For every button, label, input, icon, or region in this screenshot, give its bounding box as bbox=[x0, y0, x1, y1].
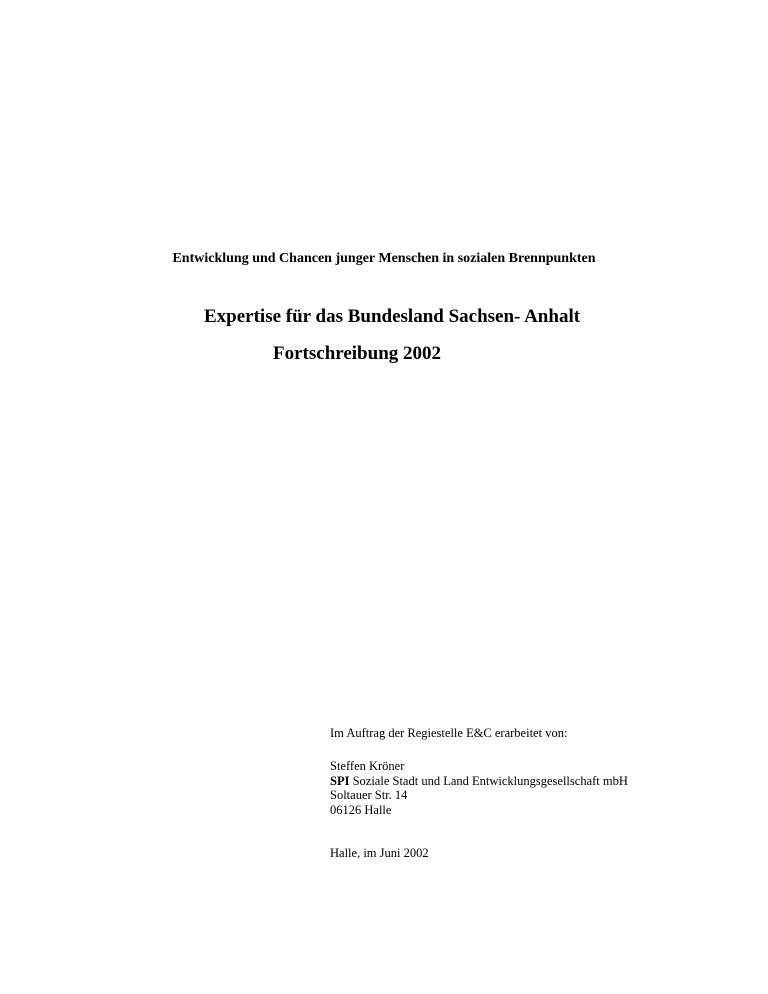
organization-abbreviation: SPI bbox=[330, 773, 350, 788]
author-name: Steffen Kröner bbox=[330, 759, 405, 773]
commission-line: Im Auftrag der Regiestelle E&C erarbeitet von: bbox=[330, 726, 568, 740]
organization-name: Soziale Stadt und Land Entwicklungsgesellschaft mbH bbox=[349, 773, 628, 788]
postal-city: 06126 Halle bbox=[330, 802, 392, 817]
street-address: Soltauer Str. 14 bbox=[330, 788, 408, 802]
document-title: Expertise für das Bundesland Sachsen- Anhalt bbox=[204, 306, 581, 327]
place-and-date: Halle, im Juni 2002 bbox=[330, 846, 429, 860]
document-subtitle: Entwicklung und Chancen junger Menschen in sozialen Brennpunkten bbox=[172, 251, 596, 266]
document-title-edition: Fortschreibung 2002 bbox=[273, 343, 442, 364]
author-address-block bbox=[330, 759, 628, 817]
organization-line bbox=[330, 774, 628, 789]
